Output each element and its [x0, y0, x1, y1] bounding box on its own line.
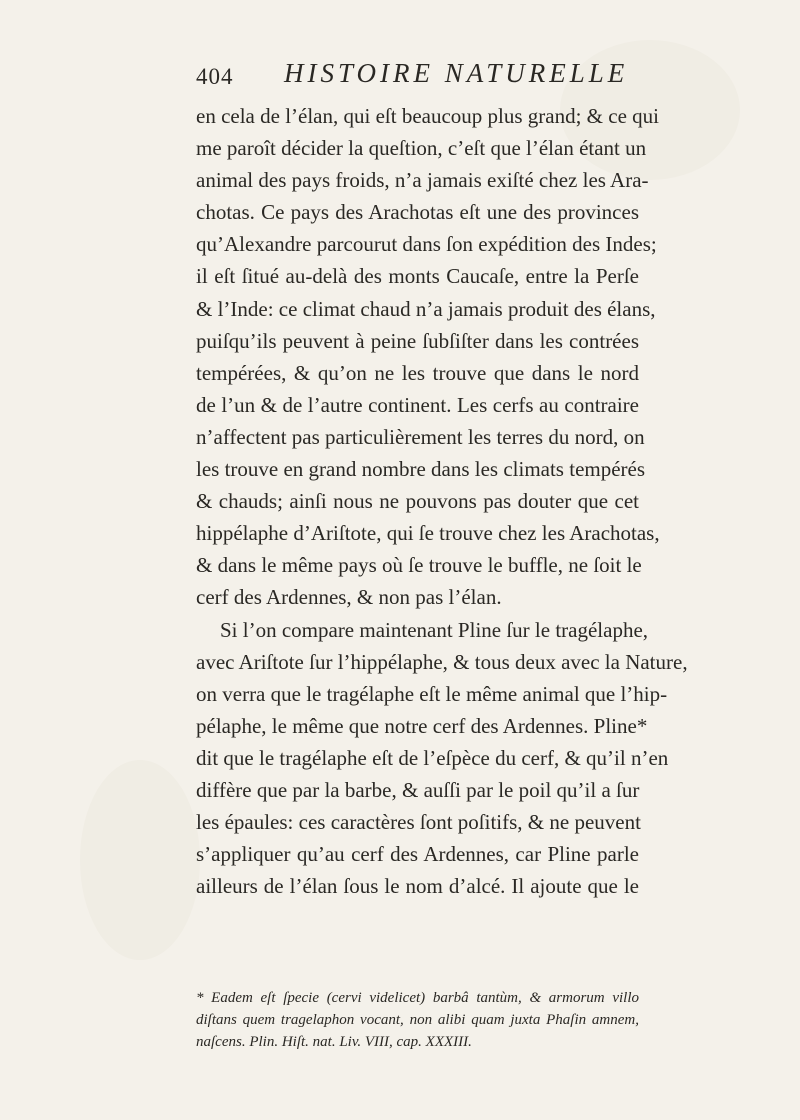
text-line: hippélaphe d’Ariſtote, qui ſe trouve chez les Arachotas,: [196, 521, 660, 546]
text-line: Si l’on compare maintenant Pline ſur le tragélaphe,: [220, 617, 649, 642]
text-line: les épaules: ces caractères ſont poſitifs, & ne peuvent: [196, 810, 641, 835]
page-number: 404: [196, 64, 234, 89]
text-line: on verra que le tragélaphe eſt le même animal que l’hip-: [196, 681, 668, 706]
text-line: tempérées, & qu’on ne les trouve que dans le nord: [196, 360, 639, 385]
text-line: & l’Inde: ce climat chaud n’a jamais produit des élans,: [196, 296, 656, 321]
text-line: animal des pays froids, n’a jamais exiſté chez les Ara-: [196, 168, 649, 193]
text-line: dit que le tragélaphe eſt de l’eſpèce du cerf, & qu’il n’en: [196, 745, 669, 770]
text-line: les trouve en grand nombre dans les climats tempérés: [196, 457, 646, 482]
text-line: ailleurs de l’élan ſous le nom d’alcé. Il ajoute que le: [196, 874, 639, 899]
paper-stain: [80, 760, 200, 960]
text-line: & dans le même pays où ſe trouve le buffle, ne ſoit le: [196, 553, 642, 578]
text-line: cerf des Ardennes, & non pas l’élan.: [196, 585, 502, 610]
page-header: [196, 56, 636, 96]
text-line: diffère que par la barbe, & auſſi par le poil qu’il a ſur: [196, 777, 640, 802]
text-line: me paroît décider la queſtion, c’eſt que l’élan étant un: [196, 136, 647, 161]
footnote-line: * Eadem eſt ſpecie (cervi videlicet) barbâ tantùm, & armorum villo: [196, 990, 639, 1006]
footnote: [196, 987, 639, 1053]
body-text: [196, 100, 688, 902]
text-line: de l’un & de l’autre continent. Les cerfs au contraire: [196, 392, 639, 417]
footnote-line: diſtans quem tragelaphon vocant, non alibi quam juxta Phaſin amnem,: [196, 1012, 639, 1028]
text-line: avec Ariſtote ſur l’hippélaphe, & tous deux avec la Nature,: [196, 649, 688, 674]
text-line: il eſt ſitué au-delà des monts Caucaſe, entre la Perſe: [196, 264, 639, 289]
text-line: & chauds; ainſi nous ne pouvons pas douter que cet: [196, 489, 639, 514]
text-line: puiſqu’ils peuvent à peine ſubſiſter dans les contrées: [196, 328, 639, 353]
text-line: s’appliquer qu’au cerf des Ardennes, car Pline parle: [196, 842, 639, 867]
running-title: HISTOIRE NATURELLE: [284, 58, 629, 88]
text-line: qu’Alexandre parcourut dans ſon expédition des Indes;: [196, 232, 657, 257]
footnote-line: naſcens. Plin. Hiſt. nat. Liv. VIII, cap. XXXIII.: [196, 1034, 472, 1050]
text-line: n’affectent pas particulièrement les terres du nord, on: [196, 424, 645, 449]
text-line: pélaphe, le même que notre cerf des Ardennes. Pline*: [196, 713, 648, 738]
text-line: en cela de l’élan, qui eſt beaucoup plus grand; & ce qui: [196, 104, 659, 128]
text-line: chotas. Ce pays des Arachotas eſt une des provinces: [196, 200, 639, 225]
